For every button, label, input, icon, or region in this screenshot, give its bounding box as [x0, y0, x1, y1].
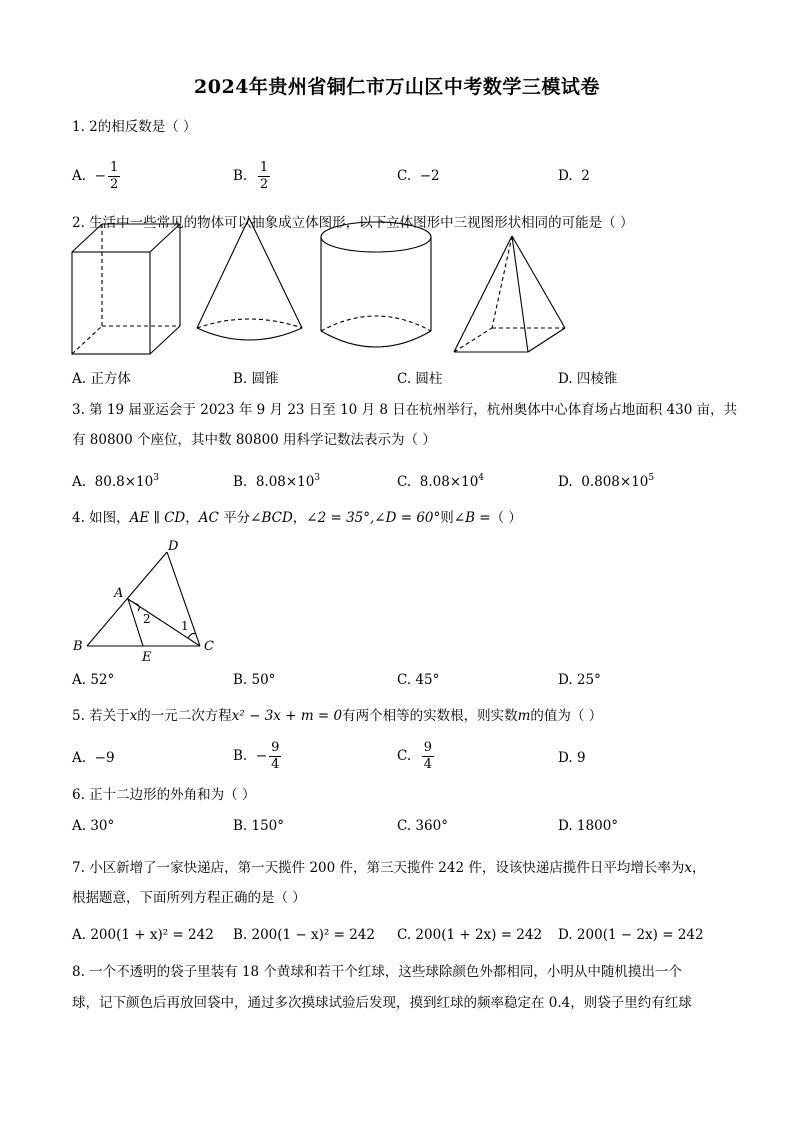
- q5-option-d: D. 9: [558, 750, 586, 766]
- pyramid-figure: [452, 234, 572, 354]
- q4-option-c: C. 45°: [397, 672, 440, 688]
- page-title: 2024年贵州省铜仁市万山区中考数学三模试卷: [194, 76, 600, 98]
- question-5-stem: 5. 若关于x的一元二次方程x² − 3x + m = 0有两个相等的实数根，则实数m的值为（ ）: [72, 708, 603, 724]
- q3-option-b: B. $8.08\times 10^3$: [233, 473, 321, 490]
- label-b: B: [73, 639, 83, 654]
- triangle-figure: [70, 535, 230, 665]
- label-angle-2: 2: [143, 612, 151, 626]
- q1-option-c: C. −2: [397, 168, 440, 184]
- question-2-stem: 2. 生活中一些常见的物体可以抽象成立体图形，以下立体图形中三视图形状相同的可能是（ ）: [72, 215, 634, 231]
- label-angle-1: 1: [181, 619, 189, 633]
- q1-option-b: B. $\frac{1}{2}$: [233, 160, 269, 192]
- q7-option-c: C. 200(1 + 2x) = 242: [397, 927, 543, 943]
- question-4-stem: 4. 如图，AE ∥ CD，AC 平分∠BCD，∠2 = 35°,∠D = 60°则∠B =（ ）: [72, 510, 522, 526]
- cylinder-figure: [318, 219, 436, 354]
- label-c: C: [204, 639, 214, 654]
- q2-option-b: B. 圆锥: [233, 371, 279, 387]
- cube-figure: [70, 222, 185, 357]
- question-1-stem: 1. 2的相反数是（ ）: [72, 119, 197, 135]
- question-8-line-2: 球，记下颜色后再放回袋中，通过多次摸球试验后发现，摸到红球的频率稳定在 0.4，则袋子里约有红球: [72, 995, 692, 1011]
- label-e: E: [142, 650, 152, 665]
- q4-option-a: A. 52°: [72, 672, 115, 688]
- q5-option-a: A. −9: [72, 750, 115, 766]
- question-6-stem: 6. 正十二边形的外角和为（ ）: [72, 787, 256, 803]
- q4-option-d: D. 25°: [558, 672, 601, 688]
- label-d: D: [168, 539, 179, 554]
- question-3-line-2: 有 80800 个座位，其中数 80800 用科学记数法表示为（ ）: [72, 432, 436, 448]
- question-7-line-2: 根据题意，下面所列方程正确的是（ ）: [72, 890, 306, 906]
- question-8-line-1: 8. 一个不透明的袋子里装有 18 个黄球和若干个红球，这些球除颜色外都相同，小明从中随机摸出一个: [72, 964, 682, 980]
- q7-option-a: A. 200(1 + x)² = 242: [72, 927, 214, 943]
- label-a: A: [114, 586, 124, 601]
- question-3-line-1: 3. 第 19 届亚运会于 2023 年 9 月 23 日至 10 月 8 日在杭州举行，杭州奥体中心体育场占地面积 430 亩，共: [72, 402, 738, 418]
- q5-option-b: B. − $\frac{9}{4}$: [233, 740, 280, 772]
- q4-option-b: B. 50°: [233, 672, 276, 688]
- q6-option-d: D. 1800°: [558, 818, 619, 834]
- q2-option-a: A. 正方体: [72, 371, 131, 387]
- q7-option-b: B. 200(1 − x)² = 242: [233, 927, 375, 943]
- q3-option-d: D. $0.808\times 10^5$: [558, 473, 655, 490]
- q6-option-c: C. 360°: [397, 818, 448, 834]
- q3-option-c: C. $8.08\times 10^4$: [397, 473, 485, 490]
- q3-option-a: A. $80.8\times 10^3$: [72, 473, 159, 490]
- q6-option-b: B. 150°: [233, 818, 285, 834]
- q5-option-c: C. $\frac{9}{4}$: [397, 740, 433, 772]
- q2-option-c: C. 圆柱: [397, 371, 443, 387]
- cone-figure: [194, 216, 306, 346]
- question-7-line-1: 7. 小区新增了一家快递店，第一天揽件 200 件，第三天揽件 242 件，设该快递店揽件日平均增长率为x，: [72, 860, 706, 876]
- q1-option-a: A. − $\frac{1}{2}$: [72, 160, 119, 192]
- q7-option-d: D. 200(1 − 2x) = 242: [558, 927, 704, 943]
- q6-option-a: A. 30°: [72, 818, 115, 834]
- q1-option-d: D. 2: [558, 168, 590, 184]
- q2-option-d: D. 四棱锥: [558, 371, 618, 387]
